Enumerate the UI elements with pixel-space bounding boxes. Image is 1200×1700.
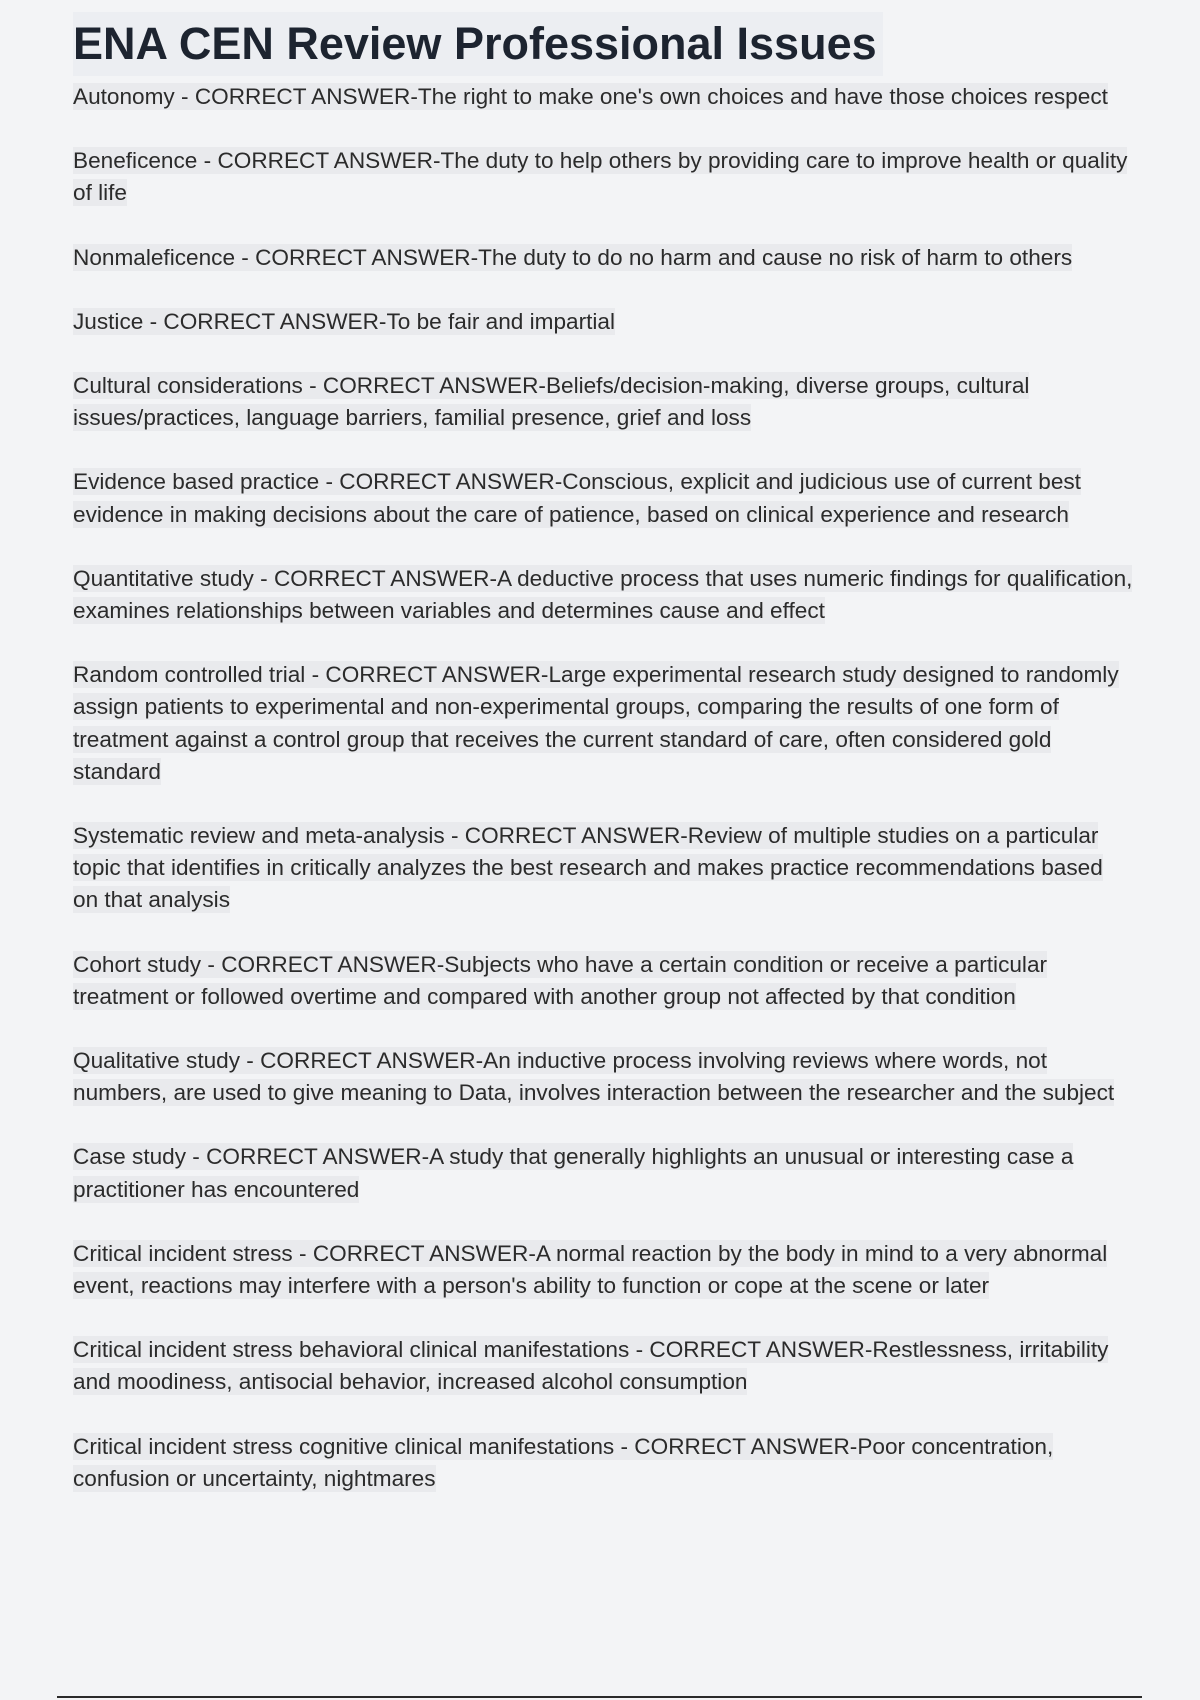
entry-term: Justice: [73, 308, 144, 334]
entry-separator: - CORRECT ANSWER-: [197, 148, 441, 174]
entry-separator: - CORRECT ANSWER-: [174, 84, 418, 109]
flashcard-entry: [73, 659, 1133, 788]
entry-definition: A deductive process that uses numeric findings for qualification, examines relationships between variables and determines cause and effect: [73, 565, 1133, 624]
page-title: ENA CEN Review Professional Issues: [73, 12, 883, 76]
entry-term: Cultural considerations: [73, 373, 303, 399]
entry-definition: Conscious, explicit and judicious use of current best evidence in making decisions about the care of patience, based on clinical experience and research: [73, 469, 1081, 527]
flashcard-entry: [73, 1045, 1133, 1109]
entry-definition: Poor concentration, confusion or uncertainty, nightmares: [73, 1433, 1054, 1491]
entry-separator: - CORRECT ANSWER-: [629, 1337, 873, 1363]
entry-term: Random controlled trial: [73, 662, 306, 688]
entry-definition: A normal reaction by the body in mind to a very abnormal event, reactions may interfere with a person's ability to function or cope at the scene or later: [73, 1240, 1108, 1299]
flashcard-entry: [73, 81, 1133, 113]
flashcard-entry: [73, 1431, 1133, 1495]
entry-definition: Review of multiple studies on a particular topic that identifies in critically analyzes the best research and makes practice recommendations based on that analysis: [73, 823, 1103, 913]
bottom-divider: [57, 1696, 1142, 1698]
entry-separator: - CORRECT ANSWER-: [143, 308, 387, 334]
entry-definition: A study that generally highlights an unusual or interesting case a practitioner has encountered: [73, 1144, 1074, 1202]
entry-definition: The right to make one's own choices and have those choices respect: [417, 84, 1108, 109]
flashcard-entry: [73, 145, 1133, 209]
entry-definition: Beliefs/decision-making, diverse groups, cultural issues/practices, language barriers, familial presence, grief and loss: [73, 373, 1030, 431]
entry-term: Critical incident stress: [73, 1240, 293, 1266]
entry-separator: - CORRECT ANSWER-: [253, 565, 497, 591]
entry-term: Cohort study: [73, 951, 202, 977]
entry-term: Critical incident stress behavioral clinical manifestations: [73, 1337, 630, 1363]
flashcard-entry: [73, 949, 1133, 1013]
flashcard-entry: [73, 466, 1133, 530]
flashcard-entry: [73, 1141, 1133, 1205]
flashcard-entry: [73, 306, 1133, 338]
entry-term: Qualitative study: [73, 1048, 241, 1074]
entry-term: Case study: [73, 1144, 187, 1170]
entry-separator: - CORRECT ANSWER-: [319, 469, 563, 495]
entry-term: Systematic review and meta-analysis: [73, 823, 445, 849]
entry-separator: - CORRECT ANSWER-: [444, 823, 688, 849]
entry-term: Quantitative study: [73, 565, 254, 591]
flashcard-entry: [73, 370, 1133, 434]
flashcard-entry: [73, 1238, 1133, 1302]
entry-separator: - CORRECT ANSWER-: [305, 662, 549, 688]
entry-separator: - CORRECT ANSWER-: [235, 244, 479, 270]
flashcard-entry: [73, 242, 1133, 274]
entry-term: Autonomy: [73, 84, 175, 109]
entry-term: Evidence based practice: [73, 469, 320, 495]
entry-definition: The duty to do no harm and cause no risk of harm to others: [478, 244, 1073, 270]
entry-definition: Large experimental research study designed to randomly assign patients to experimental and non-experimental groups, comparing the results of one form of treatment against a control group that receives the current standard of care, often considered gold standard: [73, 662, 1119, 784]
entry-separator: - CORRECT ANSWER-: [614, 1433, 858, 1459]
entry-definition: An inductive process involving reviews where words, not numbers, are used to give meaning to Data, involves interaction between the researcher and the subject: [73, 1048, 1115, 1106]
flashcard-list: [73, 81, 1133, 1527]
entry-definition: Subjects who have a certain condition or receive a particular treatment or followed overtime and compared with another group not affected by that condition: [73, 951, 1048, 1009]
entry-separator: - CORRECT ANSWER-: [292, 1240, 536, 1266]
flashcard-entry: [73, 563, 1133, 627]
entry-separator: - CORRECT ANSWER-: [240, 1048, 484, 1074]
entry-separator: - CORRECT ANSWER-: [186, 1144, 430, 1170]
entry-term: Nonmaleficence: [73, 244, 236, 270]
flashcard-entry: [73, 1334, 1133, 1398]
flashcard-entry: [73, 820, 1133, 917]
entry-separator: - CORRECT ANSWER-: [302, 373, 546, 399]
entry-term: Critical incident stress cognitive clinical manifestations: [73, 1433, 615, 1459]
entry-definition: To be fair and impartial: [386, 308, 615, 334]
entry-definition: Restlessness, irritability and moodiness, antisocial behavior, increased alcohol consumption: [73, 1337, 1109, 1395]
entry-separator: - CORRECT ANSWER-: [201, 951, 445, 977]
entry-definition: The duty to help others by providing care to improve health or quality of life: [73, 148, 1128, 206]
entry-term: Beneficence: [73, 148, 198, 174]
